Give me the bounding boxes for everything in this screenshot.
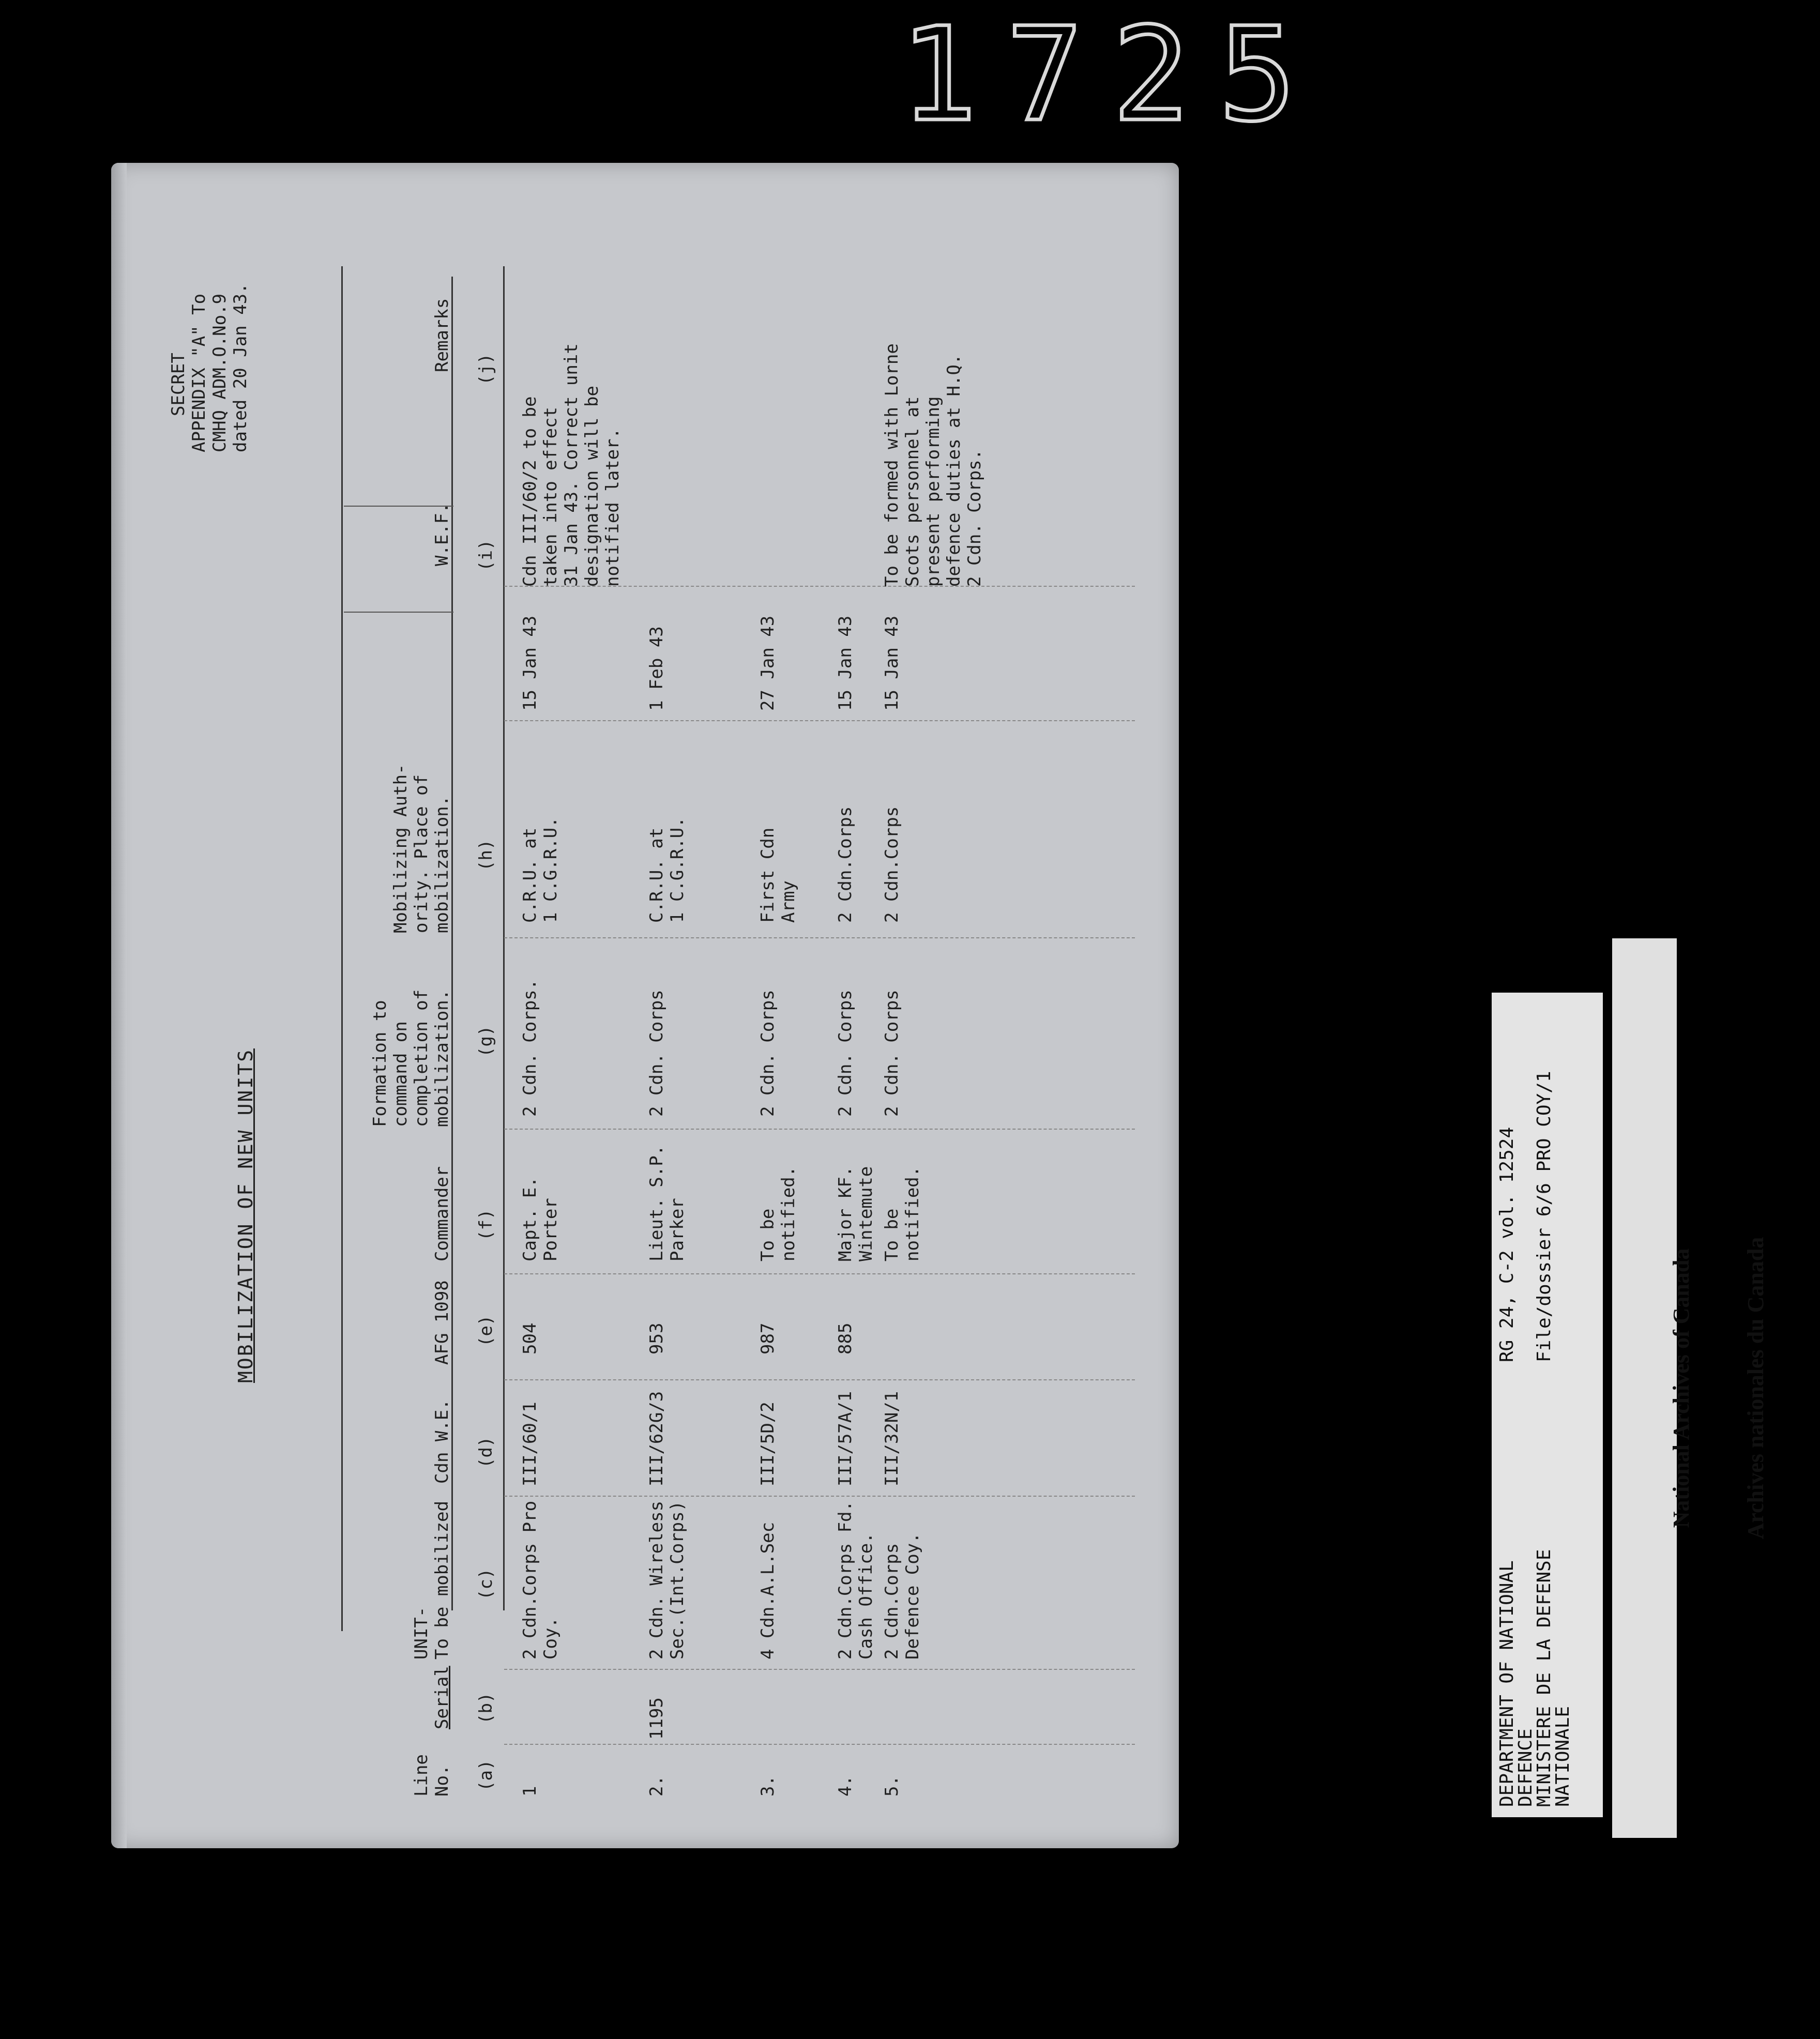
cell-remarks: To be formed with Lorne Scots personnel at present performing defence duties at H.Q. 2 Cdn. Corps. xyxy=(882,343,985,587)
cell-we: III/60/1 xyxy=(520,1402,540,1486)
cell-we: III/32N/1 xyxy=(882,1391,902,1486)
column-separator xyxy=(504,1379,1135,1380)
cell-formation: 2 Cdn. Corps xyxy=(646,990,667,1117)
cell-authority: C.R.U. at 1 C.G.R.U. xyxy=(520,817,561,923)
column-divider xyxy=(344,612,453,613)
cell-authority: 2 Cdn.Corps xyxy=(835,806,856,923)
cell-commander: To be notified. xyxy=(757,1166,799,1261)
column-letter: (a) xyxy=(476,1759,496,1791)
cell-unit: 2 Cdn.Corps Pro Coy. xyxy=(520,1500,561,1660)
header-afg: AFG 1098 xyxy=(432,1280,452,1365)
cell-authority: C.R.U. at 1 C.G.R.U. xyxy=(646,817,688,923)
column-separator xyxy=(504,1273,1135,1274)
cell-wef: 15 Jan 43 xyxy=(882,615,902,711)
column-letter: (h) xyxy=(476,839,496,871)
cell-afg: 953 xyxy=(646,1322,667,1355)
document-page xyxy=(111,163,1179,1848)
archive-reference-label xyxy=(1492,993,1603,1817)
document-date: dated 20 Jan 43. xyxy=(230,283,251,452)
header-cdn-we: Cdn W.E. xyxy=(432,1399,452,1484)
secret-marking: SECRET xyxy=(168,353,189,416)
classification-block xyxy=(168,163,251,452)
column-letter: (j) xyxy=(476,353,496,385)
cell-wef: 15 Jan 43 xyxy=(835,615,856,711)
header-remarks: Remarks xyxy=(432,298,452,372)
frame-number: 1725 xyxy=(900,0,1325,150)
archives-label xyxy=(1612,938,1768,1838)
cell-line-no: 5. xyxy=(882,1775,902,1797)
cell-commander: Lieut. S.P. Parker xyxy=(646,1145,688,1261)
column-letter: (b) xyxy=(476,1692,496,1724)
cell-line-no: 4. xyxy=(835,1775,856,1797)
cell-we: III/57A/1 xyxy=(835,1391,856,1486)
cell-serial: 1195 xyxy=(646,1697,667,1740)
department-name: DEPARTMENT OF NATIONAL DEFENCE MINISTERE DE LA DEFENSE NATIONALE xyxy=(1496,1549,1573,1807)
cell-authority: First Cdn Army xyxy=(757,827,799,923)
cell-wef: 1 Feb 43 xyxy=(646,626,667,711)
appendix-reference: APPENDIX "A" To xyxy=(189,293,209,452)
header-authority: Mobilizing Auth- ority. Place of mobilization. xyxy=(390,764,452,933)
document-title: MOBILIZATION OF NEW UNITS xyxy=(234,1048,257,1383)
cell-wef: 15 Jan 43 xyxy=(520,615,540,711)
archive-reference: RG 24, C-2 vol. 12524 File/dossier 6/6 PRO COY/1 xyxy=(1496,1071,1555,1362)
column-separator xyxy=(504,1129,1135,1130)
document-sheet xyxy=(111,163,1179,1848)
header-commander: Commander xyxy=(432,1166,452,1261)
column-separator xyxy=(504,720,1135,721)
table-letter-rule xyxy=(503,266,505,1610)
column-letter: (i) xyxy=(476,539,496,571)
header-line-no: Line No. xyxy=(411,1754,452,1797)
cell-afg: 504 xyxy=(520,1322,540,1355)
order-reference: CMHQ ADM.O.No.9 xyxy=(209,293,230,452)
header-serial: Serial xyxy=(432,1666,452,1729)
header-formation: Formation to command on completion of mobilization. xyxy=(370,989,452,1127)
column-separator xyxy=(504,1496,1135,1497)
cell-afg: 885 xyxy=(835,1322,856,1355)
table-top-rule xyxy=(341,266,343,1631)
cell-line-no: 3. xyxy=(757,1775,778,1797)
column-letter: (e) xyxy=(476,1315,496,1347)
column-separator xyxy=(504,1744,1135,1745)
archives-name-fr: Archives nationales du Canada xyxy=(1743,1237,1768,1540)
cell-formation: 2 Cdn. Corps xyxy=(757,990,778,1117)
archives-name-en: National Archives of Canada xyxy=(1669,1248,1694,1528)
cell-unit: 2 Cdn. Wireless Sec.(Int.Corps) xyxy=(646,1500,688,1660)
column-letter: (f) xyxy=(476,1209,496,1241)
cell-formation: 2 Cdn. Corps xyxy=(835,990,856,1117)
column-letter: (g) xyxy=(476,1025,496,1057)
column-letter: (c) xyxy=(476,1568,496,1600)
cell-formation: 2 Cdn. Corps. xyxy=(520,979,540,1117)
cell-remarks: Cdn III/60/2 to be taken into effect 31 Jan 43. Correct unit designation will be notified later. xyxy=(520,343,623,587)
cell-we: III/62G/3 xyxy=(646,1391,667,1486)
cell-commander: Major KF. Wintemute xyxy=(835,1166,876,1261)
header-wef: W.E.F. xyxy=(432,503,452,566)
cell-we: III/5D/2 xyxy=(757,1402,778,1486)
cell-wef: 27 Jan 43 xyxy=(757,615,778,711)
cell-line-no: 1 xyxy=(520,1786,540,1797)
header-unit: UNIT- To be mobilized xyxy=(411,1500,452,1660)
cell-formation: 2 Cdn. Corps xyxy=(882,990,902,1117)
column-separator xyxy=(504,1669,1135,1670)
column-separator xyxy=(504,937,1135,938)
column-letter: (d) xyxy=(476,1436,496,1468)
cell-unit: 2 Cdn.Corps Fd. Cash Office. xyxy=(835,1500,876,1660)
cell-line-no: 2. xyxy=(646,1775,667,1797)
cell-commander: Capt. E. Porter xyxy=(520,1177,561,1261)
cell-unit: 2 Cdn.Corps Defence Coy. xyxy=(882,1532,923,1660)
cell-commander: To be notified. xyxy=(882,1166,923,1261)
cell-unit: 4 Cdn.A.L.Sec xyxy=(757,1521,778,1660)
cell-authority: 2 Cdn.Corps xyxy=(882,806,902,923)
cell-afg: 987 xyxy=(757,1322,778,1355)
